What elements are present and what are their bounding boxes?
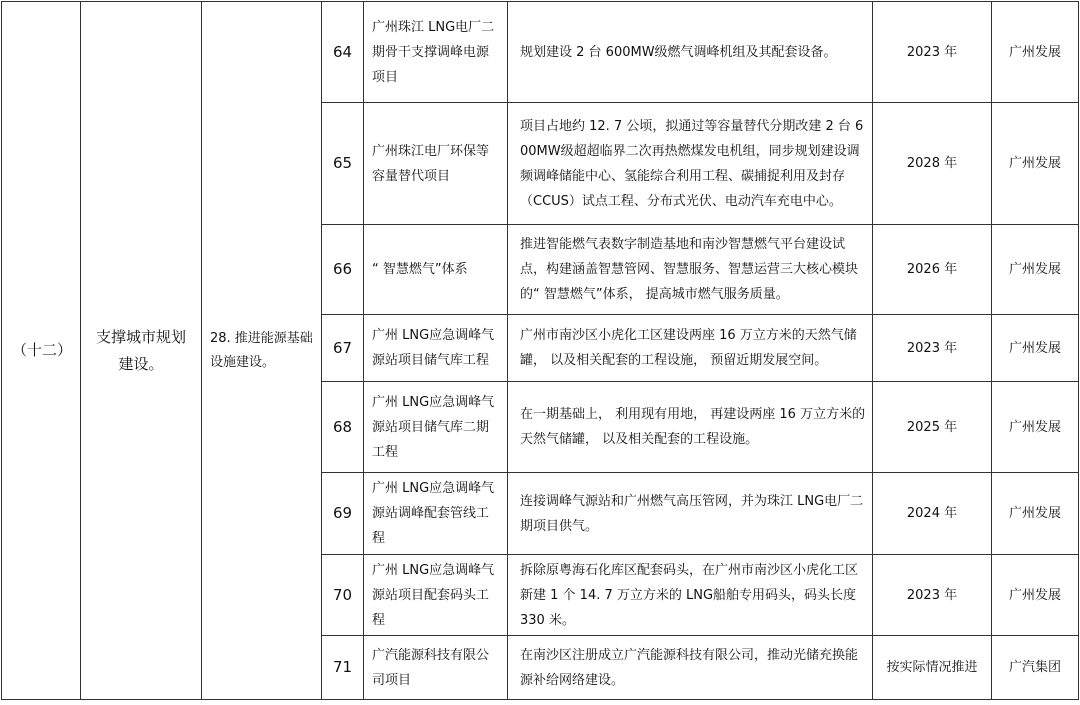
project-number: 69 <box>322 473 364 555</box>
project-year: 2025 年 <box>873 382 992 473</box>
project-year: 2028 年 <box>873 103 992 225</box>
project-owner: 广汽集团 <box>992 636 1079 700</box>
project-year: 2026 年 <box>873 225 992 315</box>
project-year: 2023 年 <box>873 2 992 103</box>
project-number: 65 <box>322 103 364 225</box>
project-year: 2024 年 <box>873 473 992 555</box>
project-owner: 广州发展 <box>992 315 1079 382</box>
project-name: 广州 LNG应急调峰气源站项目储气库工程 <box>364 315 508 382</box>
project-description: 推进智能燃气表数字制造基地和南沙智慧燃气平台建设试点，构建涵盖智慧管网、智慧服务、智慧运营三大核心模块的“ 智慧燃气”体系， 提高城市燃气服务质量。 <box>508 225 873 315</box>
project-table <box>1 1 1079 700</box>
project-number: 64 <box>322 2 364 103</box>
project-year: 2023 年 <box>873 555 992 636</box>
project-name: 广州珠江 LNG电厂二期骨干支撑调峰电源项目 <box>364 2 508 103</box>
project-owner: 广州发展 <box>992 103 1079 225</box>
project-number: 70 <box>322 555 364 636</box>
project-name: 广州 LNG应急调峰气源站项目储气库二期工程 <box>364 382 508 473</box>
project-number: 66 <box>322 225 364 315</box>
project-number: 68 <box>322 382 364 473</box>
project-number: 67 <box>322 315 364 382</box>
project-owner: 广州发展 <box>992 473 1079 555</box>
project-year: 2023 年 <box>873 315 992 382</box>
project-description: 在南沙区注册成立广汽能源科技有限公司，推动光储充换能源补给网络建设。 <box>508 636 873 700</box>
project-year: 按实际情况推进 <box>873 636 992 700</box>
project-name: 广州 LNG应急调峰气源站项目配套码头工程 <box>364 555 508 636</box>
project-number: 71 <box>322 636 364 700</box>
section-category: 支撑城市规划建设。 <box>81 2 202 700</box>
section-subcategory: 28. 推进能源基础设施建设。 <box>202 2 322 700</box>
table-row <box>2 2 1079 103</box>
project-owner: 广州发展 <box>992 555 1079 636</box>
project-name: “ 智慧燃气”体系 <box>364 225 508 315</box>
project-owner: 广州发展 <box>992 225 1079 315</box>
project-name: 广州珠江电厂环保等容量替代项目 <box>364 103 508 225</box>
project-owner: 广州发展 <box>992 382 1079 473</box>
project-description: 连接调峰气源站和广州燃气高压管网，并为珠江 LNG电厂二期项目供气。 <box>508 473 873 555</box>
project-owner: 广州发展 <box>992 2 1079 103</box>
project-description: 项目占地约 12. 7 公顷，拟通过等容量替代分期改建 2 台 600MW级超超临界二次再热燃煤发电机组，同步规划建设调频调峰储能中心、氢能综合利用工程、碳捕捉利用及封存（CCUS）试点工程、分布式光伏、电动汽车充电中心。 <box>508 103 873 225</box>
project-name: 广汽能源科技有限公司项目 <box>364 636 508 700</box>
project-name: 广州 LNG应急调峰气源站调峰配套管线工程 <box>364 473 508 555</box>
section-number: （十二） <box>2 2 81 700</box>
project-description: 规划建设 2 台 600MW级燃气调峰机组及其配套设备。 <box>508 2 873 103</box>
project-description: 广州市南沙区小虎化工区建设两座 16 万立方米的天然气储罐， 以及相关配套的工程设施， 预留近期发展空间。 <box>508 315 873 382</box>
project-description: 拆除原粤海石化库区配套码头，在广州市南沙区小虎化工区新建 1 个 14. 7 万立方米的 LNG船舶专用码头，码头长度 330 米。 <box>508 555 873 636</box>
project-description: 在一期基础上， 利用现有用地， 再建设两座 16 万立方米的天然气储罐， 以及相关配套的工程设施。 <box>508 382 873 473</box>
